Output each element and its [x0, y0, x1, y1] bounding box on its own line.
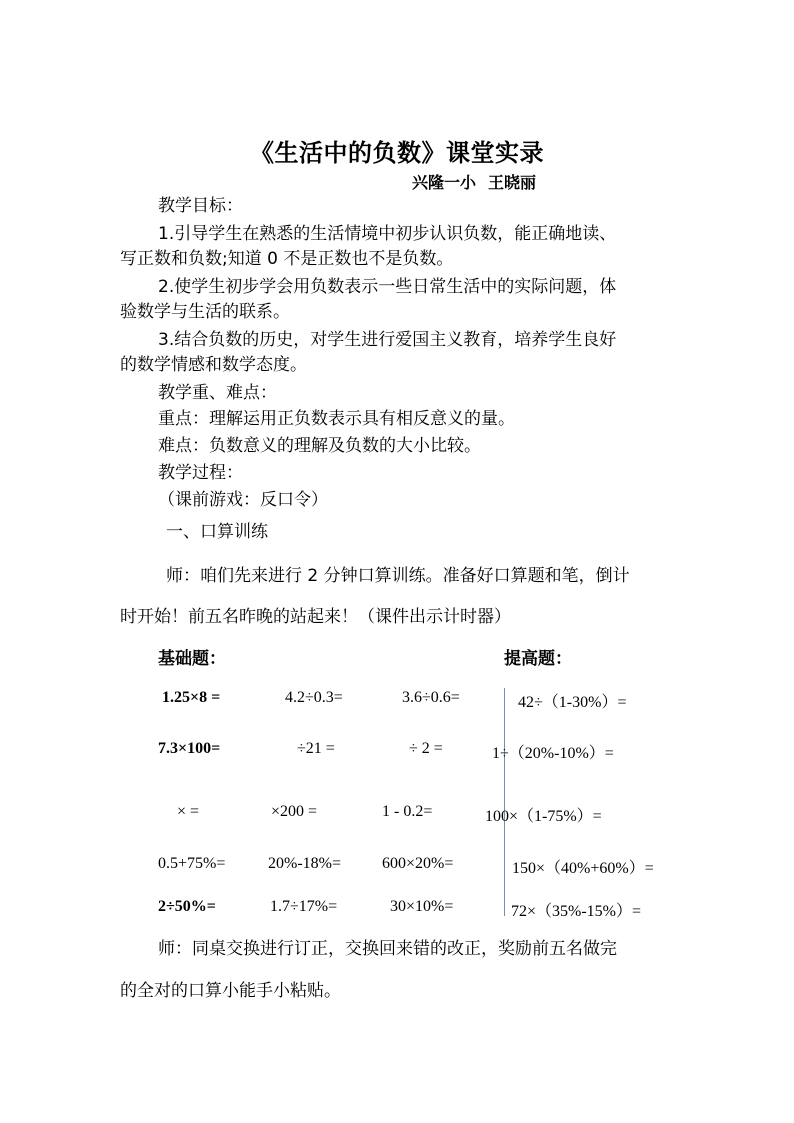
- process-heading: 教学过程：: [158, 463, 243, 483]
- problem-r1-c2: 4.2÷0.3=: [285, 689, 343, 706]
- problem-r2-c3: ÷ 2 =: [409, 740, 443, 757]
- problem-r1-c3: 3.6÷0.6=: [402, 689, 460, 706]
- section-1-heading: 一、口算训练: [166, 522, 268, 542]
- problem-r2-c4: 1÷（20%-10%）=: [492, 745, 614, 762]
- problem-r5-c1: 2÷50%=: [158, 898, 216, 915]
- problem-r3-c2: ×200 =: [271, 803, 318, 820]
- problem-r4-c3: 600×20%=: [382, 855, 454, 872]
- goal-2-line-2: 验数学与生活的联系。: [120, 302, 290, 322]
- problem-r1-c4: 42÷（1-30%）=: [518, 694, 627, 711]
- problem-r3-c3: 1 - 0.2=: [382, 803, 433, 820]
- teacher-speech-1-line-1: 师：咱们先来进行 2 分钟口算训练。准备好口算题和笔，倒计: [166, 566, 630, 586]
- problem-r4-c4: 150×（40%+60%）=: [512, 860, 654, 877]
- problem-r1-c1: 1.25×8 =: [162, 689, 221, 706]
- teacher-speech-1-line-2: 时开始！前五名昨晚的站起来！（课件出示计时器）: [120, 607, 511, 627]
- difficult-point: 难点：负数意义的理解及负数的大小比较。: [158, 436, 481, 456]
- document-title: 《生活中的负数》课堂实录: [250, 139, 544, 167]
- basic-questions-label: 基础题：: [158, 649, 226, 669]
- goal-3-line-1: 3.结合负数的历史，对学生进行爱国主义教育，培养学生良好: [158, 330, 617, 350]
- goal-2-line-1: 2.使学生初步学会用负数表示一些日常生活中的实际问题，体: [158, 277, 617, 297]
- key-points-heading: 教学重、难点：: [158, 383, 277, 403]
- problem-r2-c2: ÷21 =: [297, 740, 335, 757]
- problem-r2-c1: 7.3×100=: [158, 740, 221, 757]
- problem-r5-c4: 72×（35%-15%）=: [511, 903, 642, 920]
- school-name: 兴隆一小: [412, 173, 477, 192]
- goal-1-line-1: 1.引导学生在熟悉的生活情境中初步认识负数，能正确地读、: [158, 224, 617, 244]
- column-divider: [504, 688, 505, 916]
- teacher-speech-2-line-1: 师：同桌交换进行订正，交换回来错的改正，奖励前五名做完: [158, 939, 617, 959]
- key-point: 重点：理解运用正负数表示具有相反意义的量。: [158, 409, 515, 429]
- goals-heading: 教学目标：: [158, 196, 243, 216]
- problem-r3-c1: × =: [177, 803, 200, 820]
- problem-r4-c1: 0.5+75%=: [158, 855, 226, 872]
- teacher-speech-2-line-2: 的全对的口算小能手小粘贴。: [120, 981, 341, 1001]
- problem-r3-c4: 100×（1-75%）=: [485, 808, 602, 825]
- advanced-questions-label: 提高题：: [504, 649, 572, 669]
- problem-r5-c3: 30×10%=: [390, 898, 454, 915]
- pre-class-game: （课前游戏：反口令）: [158, 490, 328, 510]
- problem-r5-c2: 1.7÷17%=: [270, 898, 338, 915]
- goal-1-line-2: 写正数和负数;知道 0 不是正数也不是负数。: [120, 249, 454, 269]
- author-name: 王晓丽: [488, 173, 537, 192]
- problem-r4-c2: 20%-18%=: [268, 855, 342, 872]
- goal-3-line-2: 的数学情感和数学态度。: [120, 355, 307, 375]
